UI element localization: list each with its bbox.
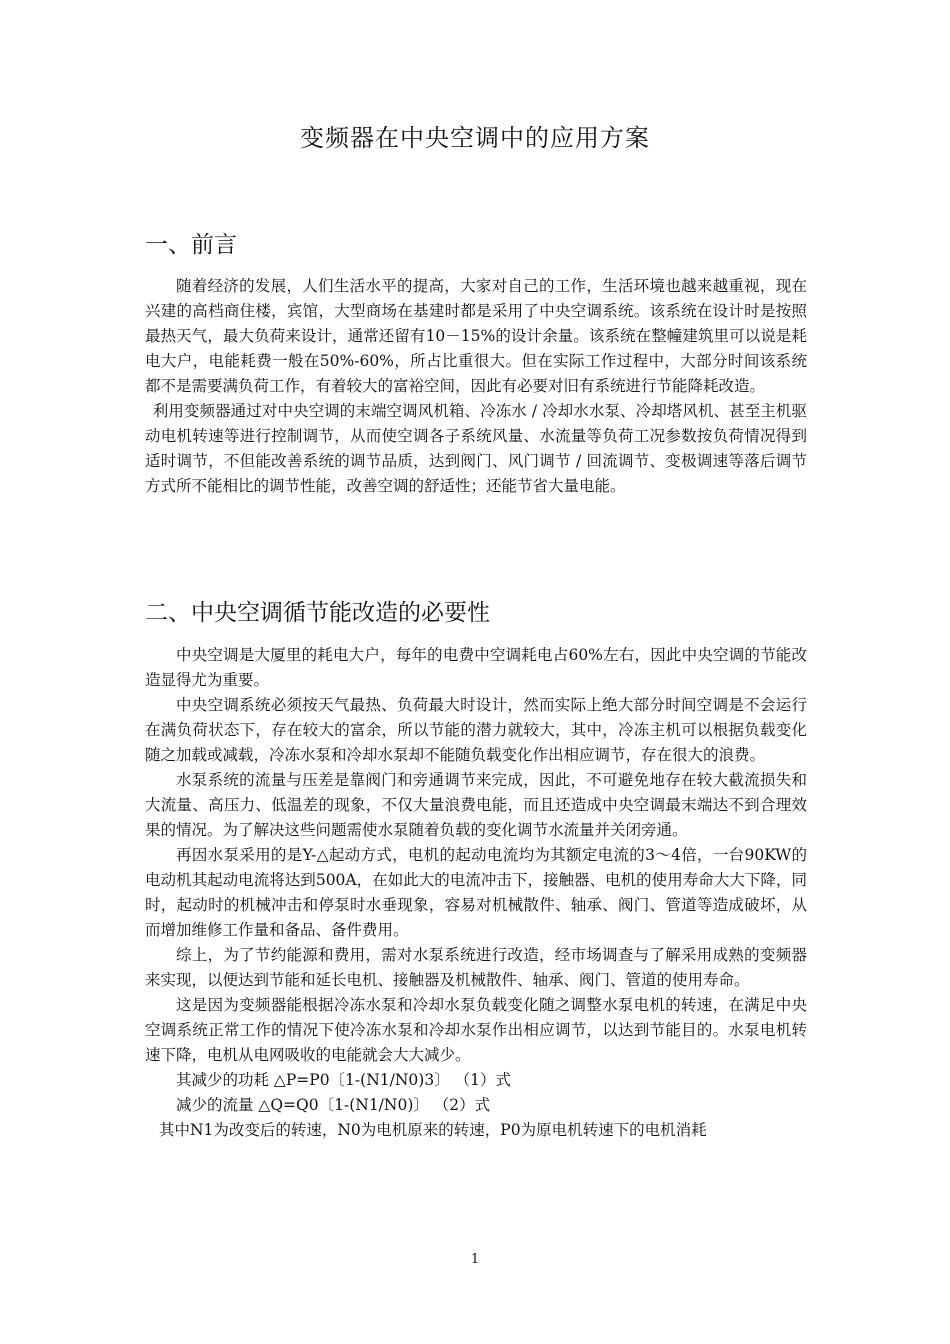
formula-flow: 减少的流量 △Q=Q0〔1-(N1/N0)〕 （2）式 <box>176 1096 491 1114</box>
paragraph: 中央空调系统必须按天气最热、负荷最大时设计，然而实际上绝大部分时间空调是不会运行在满负荷状态下，存在较大的富余，所以节能的潜力就较大，其中，冷冻主机可以根据负载变化随之加载或减载，冷冻水泵和冷却水泵却不能随负载变化作出相应调节，存在很大的浪费。 <box>145 696 807 764</box>
formula-power: 其减少的功耗 △P=P0〔1-(N1/N0)3〕 （1）式 <box>176 1071 511 1089</box>
page-number: 1 <box>470 1252 480 1267</box>
paragraph: 其中N1为改变后的转速，N0为电机原来的转速，P0为原电机转速下的电机消耗 <box>158 1121 707 1139</box>
paragraph: 再因水泵采用的是Y-△起动方式，电机的起动电流均为其额定电流的3～4倍，一台90KW的电动机其起动电流将达到500A，在如此大的电流冲击下，接触器、电机的使用寿命大大下降，同时，起动时的机械冲击和停泵时水垂现象，容易对机械散件、轴承、阀门、管道等造成破坏，从而增加维修工作量和备品、备件费用。 <box>145 846 807 939</box>
paragraph: 中央空调是大厦里的耗电大户，每年的电费中空调耗电占60%左右，因此中央空调的节能改造显得尤为重要。 <box>145 646 807 689</box>
paragraph: 这是因为变频器能根据冷冻水泵和冷却水泵负载变化随之调整水泵电机的转速，在满足中央空调系统正常工作的情况下使冷冻水泵和冷却水泵作出相应调节，以达到节能目的。水泵电机转速下降，电机从电网吸收的电能就会大大减少。 <box>145 996 807 1064</box>
section-body-necessity <box>145 643 807 1143</box>
paragraph: 利用变频器通过对中央空调的末端空调风机箱、冷冻水 / 冷却水水泵、冷却塔风机、甚至主机驱动电机转速等进行控制调节，从而使空调各子系统风量、水流量等负荷工况参数按负荷情况得到适时调节，不但能改善系统的调节品质，达到阀门、风门调节 / 回流调节、变极调速等落后调节方式所不能相比的调节性能，改善空调的舒适性；还能节省大量电能。 <box>145 402 807 495</box>
document-title: 变频器在中央空调中的应用方案 <box>300 124 650 152</box>
paragraph: 水泵系统的流量与压差是靠阀门和旁通调节来完成，因此，不可避免地存在较大截流损失和大流量、高压力、低温差的现象，不仅大量浪费电能，而且还造成中央空调最末端达不到合理效果的情况。为了解决这些问题需使水泵随着负载的变化调节水流量并关闭旁通。 <box>145 771 807 839</box>
paragraph: 综上，为了节约能源和费用，需对水泵系统进行改造，经市场调查与了解采用成熟的变频器来实现，以便达到节能和延长电机、接触器及机械散件、轴承、阀门、管道的使用寿命。 <box>145 946 807 989</box>
section-heading-necessity: 二、中央空调循节能改造的必要性 <box>145 600 490 626</box>
paragraph: 随着经济的发展，人们生活水平的提高，大家对自己的工作，生活环境也越来越重视，现在兴建的高档商住楼，宾馆，大型商场在基建时都是采用了中央空调系统。该系统在设计时是按照最热天气，最大负荷来设计，通常还留有10－15%的设计余量。该系统在整幢建筑里可以说是耗电大户，电能耗费一般在50%-60%，所占比重很大。但在实际工作过程中，大部分时间该系统都不是需要满负荷工作，有着较大的富裕空间，因此有必要对旧有系统进行节能降耗改造。 <box>145 277 807 395</box>
section-body-preface <box>145 274 807 499</box>
section-heading-preface: 一、前言 <box>145 232 237 258</box>
